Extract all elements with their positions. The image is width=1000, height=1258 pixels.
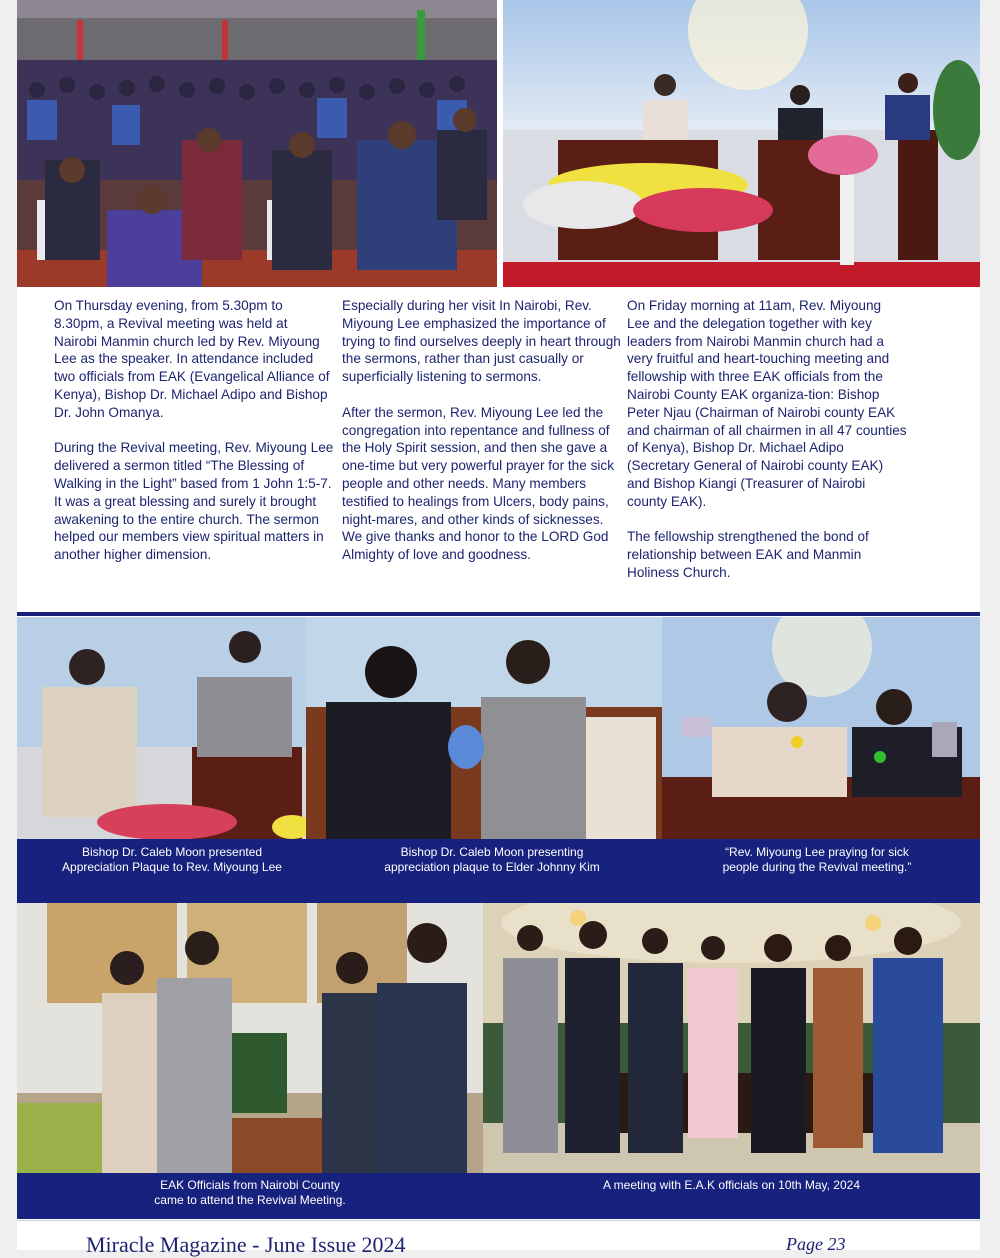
page-number: Page 23 [786,1234,846,1254]
article-column-2 [342,297,622,582]
article-body [54,297,924,607]
caption-plaque-rev-lee: Bishop Dr. Caleb Moon presented Appreciation Plaque to Rev. Miyoung Lee [62,845,282,874]
caption-band-middle [17,839,980,903]
article-column-1 [54,297,334,582]
caption-band-bottom [17,1173,980,1219]
magazine-title: Miracle Magazine - June Issue 2024 [86,1232,406,1257]
paragraph: On Thursday evening, from 5.30pm to 8.30pm, a Revival meeting was held at Nairobi Manmin church led by Rev. Miyoung Lee as the speaker. In attendance included two officials from EAK (Evangelical Alliance of Kenya), Bishop Dr. Michael Adipo and Bishop Dr. John Omanya. [54,298,330,420]
caption-praying: “Rev. Miyoung Lee praying for sick people during the Revival meeting.” [722,845,912,874]
caption-plaque-elder-kim: Bishop Dr. Caleb Moon presenting appreciation plaque to Elder Johnny Kim [384,845,600,874]
congregation-photo [17,0,497,287]
eak-officials-photo [17,903,483,1173]
caption-eak-officials: EAK Officials from Nairobi County came to attend the Revival Meeting. [154,1178,346,1207]
paragraph: After the sermon, Rev. Miyoung Lee led the congregation into repentance and fullness of the Holy Spirit session, and then she gave a one-time but very powerful prayer for the sick people and other needs. Many members testified to healings from Ulcers, body pains, night-mares, and other kinds of sicknesses. We give thanks and honor to the LORD God Almighty of love and goodness. [342,404,614,563]
altar-photo [503,0,980,287]
caption-meeting-date: A meeting with E.A.K officials on 10th May, 2024 [602,1178,861,1192]
praying-photo [662,617,980,839]
article-column-3 [627,297,907,600]
section-divider [17,612,980,616]
paragraph: During the Revival meeting, Rev. Miyoung Lee delivered a sermon titled “The Blessing of Walking in the Light” based from 1 John 1:5-7. It was a great blessing and surely it brought awakening to the entire church. The sermon helped our members view spiritual matters in another higher dimension. [54,440,334,563]
paragraph: The fellowship strengthened the bond of relationship between EAK and Manmin Holiness Church. [627,529,869,580]
plaque-photo-1 [17,617,306,839]
paragraph: Especially during her visit In Nairobi, Rev. Miyoung Lee emphasized the importance of trying to find ourselves deeply in heart through the sermons, rather than just casually or superficially listening to sermons. [342,298,621,385]
paragraph: On Friday morning at 11am, Rev. Miyoung Lee and the delegation together with key leaders from Nairobi Manmin church had a very fruitful and heart-touching meeting and fellowship with three EAK officials from the Nairobi County EAK organiza-tion: Bishop Peter Njau (Chairman of Nairobi county EAK and chairman of all chairmen in all 47 counties of Kenya), Bishop Dr. Michael Adipo (Secretary General of Nairobi county EAK) and Bishop Kiangi (Treasurer of Nairobi county EAK). [627,298,907,509]
plaque-photo-2 [306,617,662,839]
footer-divider [17,1220,980,1221]
group-meeting-photo [483,903,980,1173]
